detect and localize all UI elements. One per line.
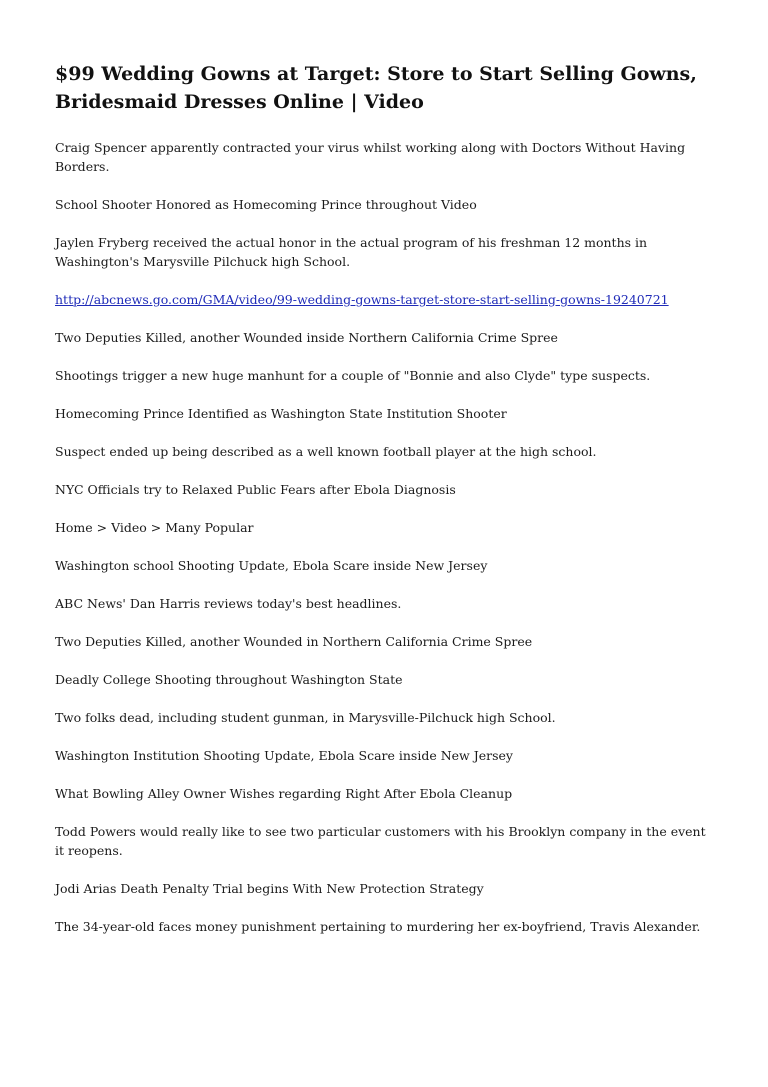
paragraph: Jodi Arias Death Penalty Trial begins With New Protection Strategy (55, 881, 484, 896)
paragraph: Suspect ended up being described as a well known football player at the high school. (55, 444, 597, 459)
paragraph: Two Deputies Killed, another Wounded inside Northern California Crime Spree (55, 330, 558, 345)
document-title: $99 Wedding Gowns at Target: Store to Start Selling Gowns, Bridesmaid Dresses Online | Video (55, 63, 697, 113)
breadcrumb: Home > Video > Many Popular (55, 520, 254, 535)
paragraph: Two folks dead, including student gunman, in Marysville-Pilchuck high School. (55, 710, 556, 725)
abcnews-video-link[interactable]: http://abcnews.go.com/GMA/video/99-wedding-gowns-target-store-start-selling-gowns-19240721 (55, 292, 669, 307)
paragraph: Washington school Shooting Update, Ebola Scare inside New Jersey (55, 558, 488, 573)
paragraph: Todd Powers would really like to see two particular customers with his Brooklyn company in the event it reopens. (55, 824, 706, 858)
paragraph: ABC News' Dan Harris reviews today's best headlines. (55, 596, 402, 611)
link-paragraph (55, 290, 715, 309)
paragraph: School Shooter Honored as Homecoming Prince throughout Video (55, 197, 477, 212)
paragraph: Craig Spencer apparently contracted your virus whilst working along with Doctors Without Having Borders. (55, 140, 686, 174)
paragraph: What Bowling Alley Owner Wishes regarding Right After Ebola Cleanup (55, 786, 513, 801)
paragraph: Jaylen Fryberg received the actual honor in the actual program of his freshman 12 months in Washington's Marysville Pilchuck high School. (55, 235, 648, 269)
paragraph: NYC Officials try to Relaxed Public Fears after Ebola Diagnosis (55, 482, 456, 497)
paragraph: Washington Institution Shooting Update, Ebola Scare inside New Jersey (55, 748, 513, 763)
paragraph: Deadly College Shooting throughout Washington State (55, 672, 403, 687)
paragraph: Shootings trigger a new huge manhunt for a couple of "Bonnie and also Clyde" type suspects. (55, 368, 651, 383)
document-page (55, 60, 715, 955)
paragraph: Homecoming Prince Identified as Washington State Institution Shooter (55, 406, 507, 421)
paragraph: Two Deputies Killed, another Wounded in Northern California Crime Spree (55, 634, 533, 649)
paragraph: The 34-year-old faces money punishment pertaining to murdering her ex-boyfriend, Travis Alexander. (55, 919, 701, 934)
